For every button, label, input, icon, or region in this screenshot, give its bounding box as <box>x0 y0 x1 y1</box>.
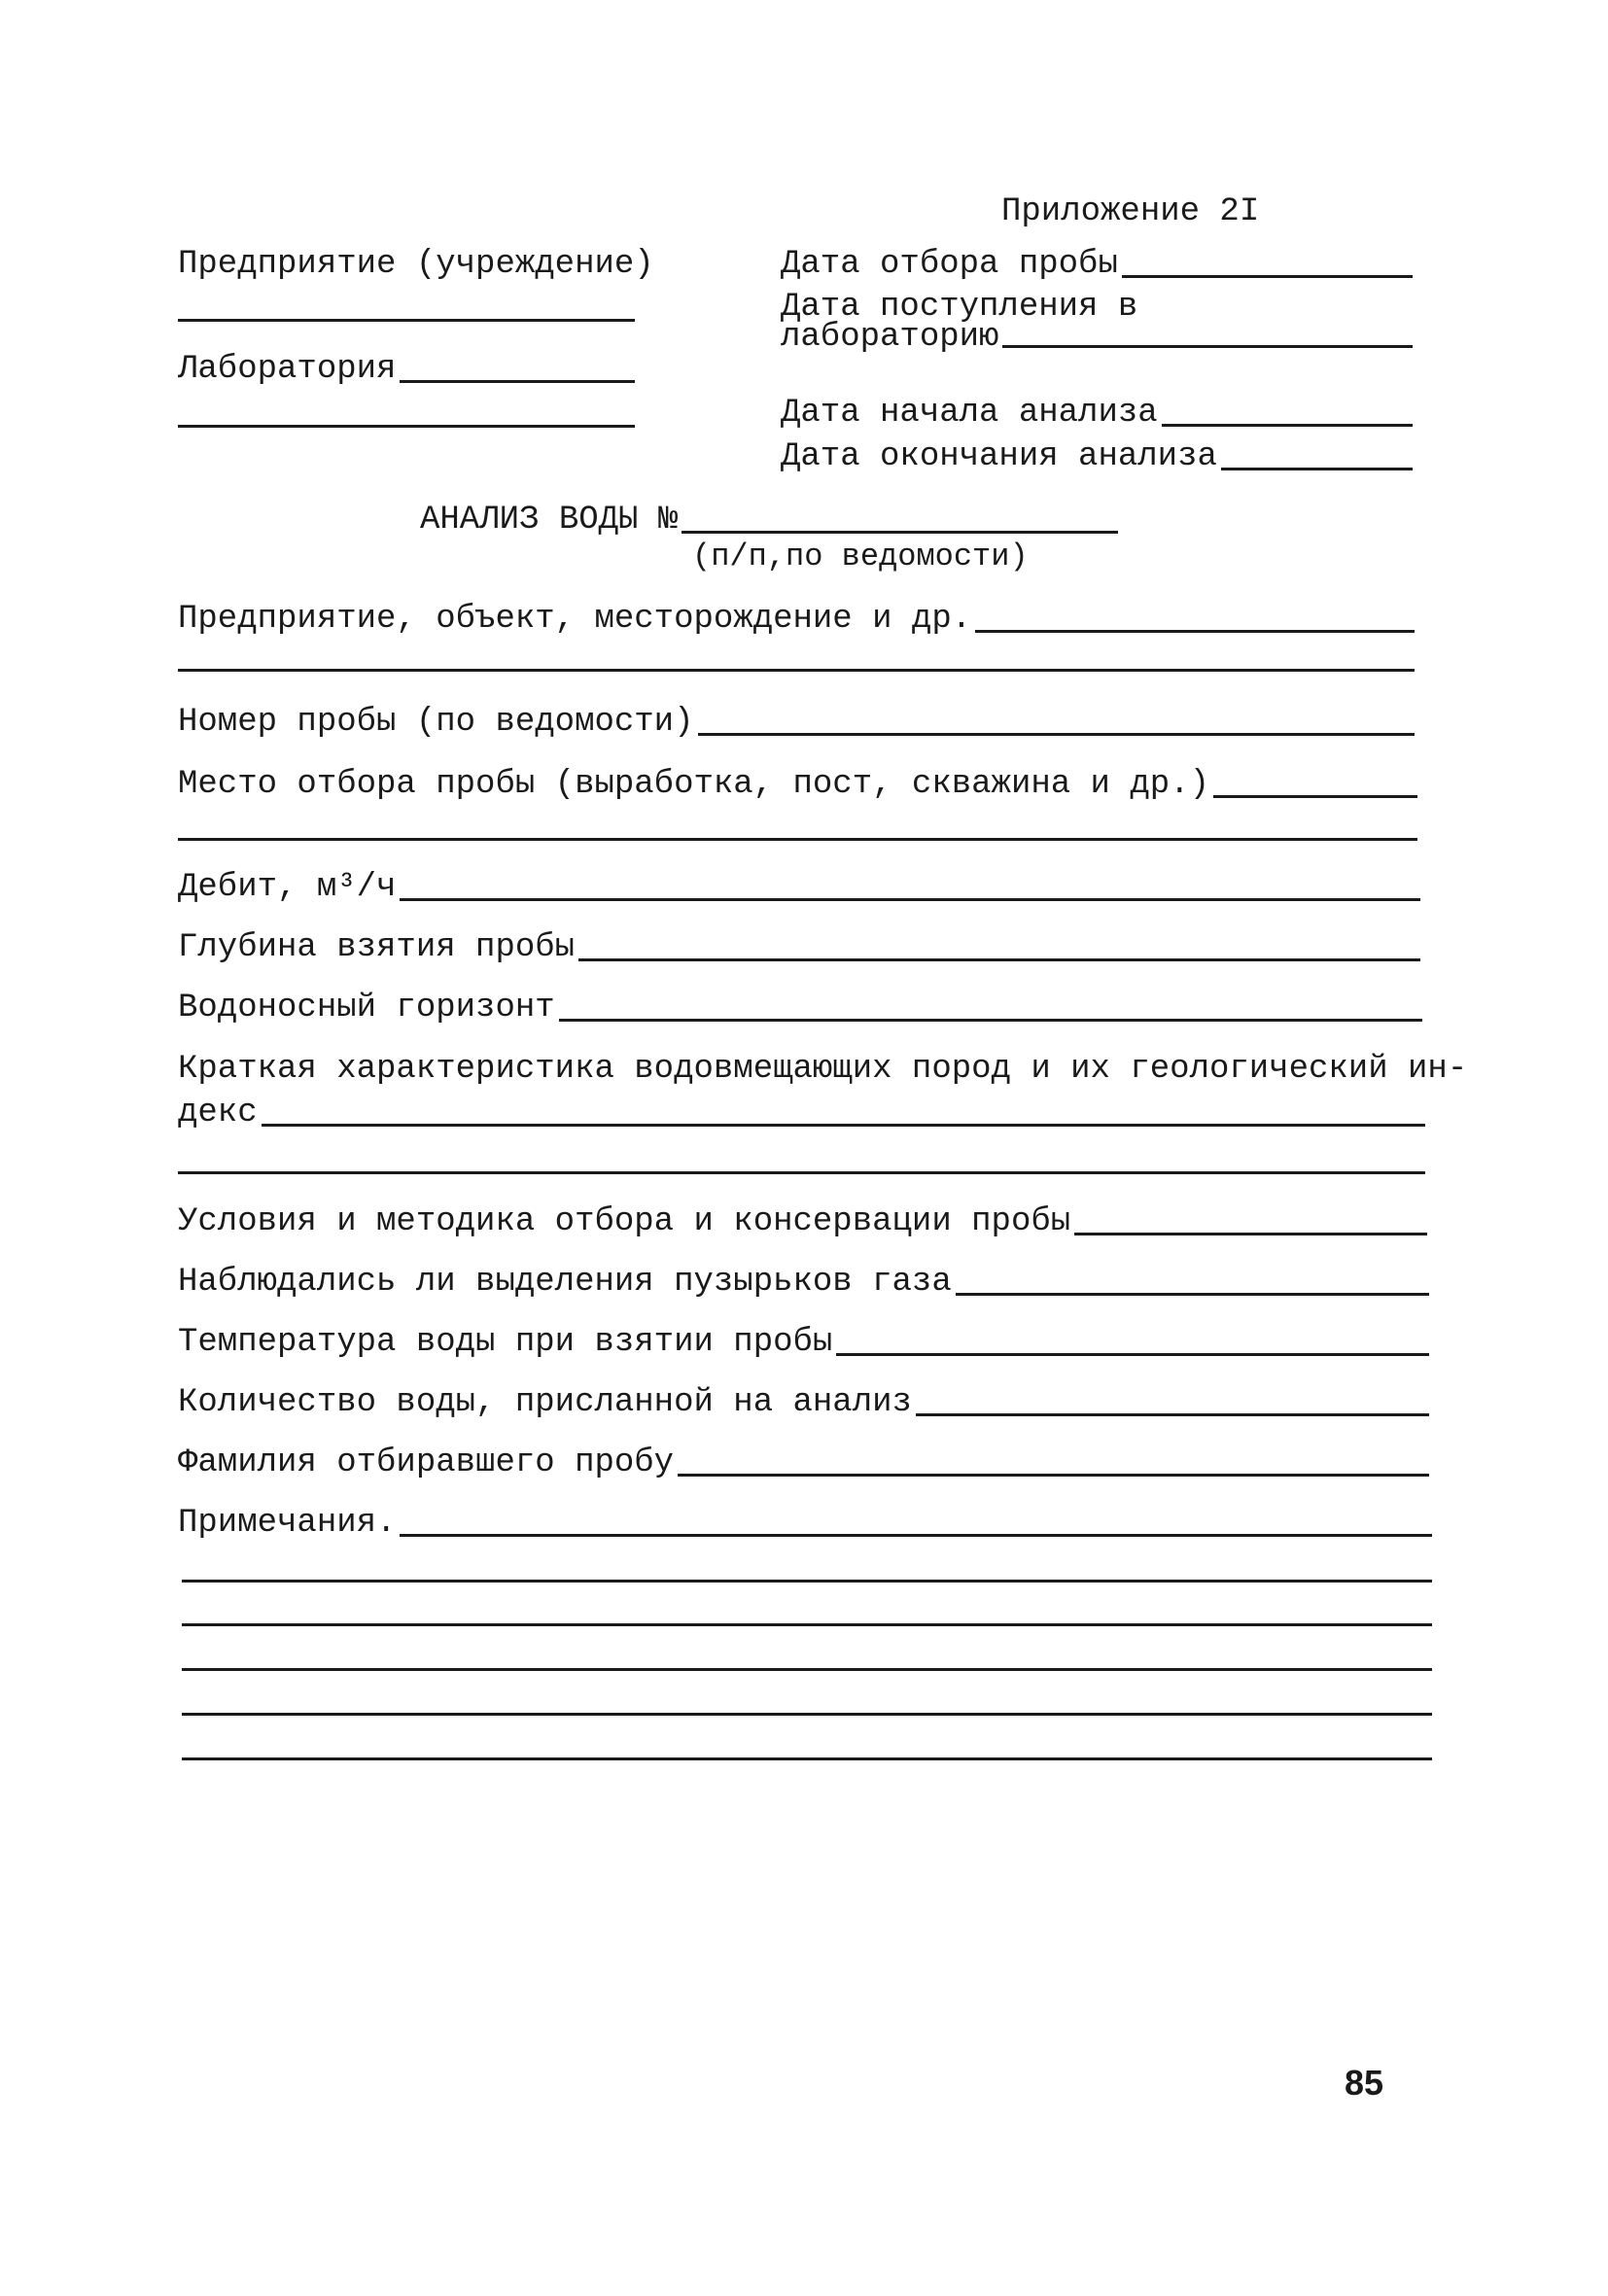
sample-number-label: Номер пробы (по ведомости) <box>178 704 694 741</box>
sampling-depth-label: Глубина взятия пробы <box>178 929 576 966</box>
sampling-date-fill[interactable] <box>1122 275 1413 278</box>
water-temperature-field[interactable] <box>178 1323 1429 1362</box>
notes-line[interactable] <box>182 1623 1432 1626</box>
conditions-label: Условия и методика отбора и консервации пробы <box>178 1203 1071 1240</box>
notes-fill[interactable] <box>400 1534 1432 1537</box>
document-subtitle: (п/п,по ведомости) <box>692 539 1029 574</box>
analysis-end-field[interactable] <box>781 437 1413 476</box>
sampling-place-extra-line[interactable] <box>178 838 1417 841</box>
analysis-start-fill[interactable] <box>1162 424 1413 427</box>
sampler-name-fill[interactable] <box>678 1474 1429 1477</box>
receipt-date-label-1: Дата поступления в <box>781 289 1138 326</box>
notes-line[interactable] <box>182 1757 1432 1760</box>
laboratory-fill[interactable] <box>400 380 635 383</box>
flow-rate-label: Дебит, м³/ч <box>178 869 397 906</box>
analysis-number-field[interactable] <box>420 501 1118 539</box>
rock-description-extra-line[interactable] <box>178 1171 1425 1174</box>
water-quantity-field[interactable] <box>178 1383 1429 1422</box>
appendix-label: Приложение 2I <box>1001 193 1260 230</box>
notes-label: Примечания. <box>178 1505 397 1542</box>
analysis-number-fill[interactable] <box>682 531 1118 534</box>
rock-description-field[interactable] <box>178 1094 1425 1132</box>
conditions-fill[interactable] <box>1074 1233 1427 1235</box>
sampling-place-field[interactable] <box>178 765 1417 804</box>
aquifer-label: Водоносный горизонт <box>178 990 555 1026</box>
gas-bubbles-label: Наблюдались ли выделения пузырьков газа <box>178 1264 952 1301</box>
receipt-date-fill[interactable] <box>1002 345 1413 348</box>
enterprise-object-extra-line[interactable] <box>178 669 1415 672</box>
laboratory-field-extra[interactable] <box>178 425 635 428</box>
sampler-name-label: Фамилия отбиравшего пробу <box>178 1444 675 1481</box>
document-title: АНАЛИЗ ВОДЫ № <box>420 502 679 539</box>
analysis-end-label: Дата окончания анализа <box>781 438 1217 475</box>
flow-rate-field[interactable] <box>178 868 1420 907</box>
enterprise-label: Предприятие (учреждение) <box>178 246 654 283</box>
notes-line[interactable] <box>182 1580 1432 1583</box>
water-temperature-label: Температура воды при взятии пробы <box>178 1324 833 1361</box>
rock-description-label-1: Краткая характеристика водовмещающих пород и их геологический ин- <box>178 1051 1468 1088</box>
aquifer-field[interactable] <box>178 989 1422 1027</box>
sampling-depth-field[interactable] <box>178 928 1420 967</box>
notes-field[interactable] <box>178 1504 1432 1543</box>
sample-number-field[interactable] <box>178 703 1415 742</box>
gas-bubbles-field[interactable] <box>178 1263 1429 1302</box>
conditions-field[interactable] <box>178 1202 1427 1241</box>
sampler-name-field[interactable] <box>178 1444 1429 1482</box>
rock-description-label-2: декс <box>178 1095 258 1131</box>
laboratory-label: Лаборатория <box>178 351 397 388</box>
analysis-start-label: Дата начала анализа <box>781 395 1158 432</box>
laboratory-field[interactable] <box>178 350 635 389</box>
page-number: 85 <box>1345 2063 1384 2103</box>
aquifer-fill[interactable] <box>559 1019 1422 1022</box>
enterprise-object-field[interactable] <box>178 600 1415 639</box>
enterprise-object-label: Предприятие, объект, месторождение и др. <box>178 601 972 638</box>
water-quantity-label: Количество воды, присланной на анализ <box>178 1384 912 1421</box>
notes-line[interactable] <box>182 1713 1432 1716</box>
gas-bubbles-fill[interactable] <box>956 1293 1429 1296</box>
analysis-start-field[interactable] <box>781 394 1413 433</box>
sampling-depth-fill[interactable] <box>578 958 1420 961</box>
water-quantity-fill[interactable] <box>916 1413 1429 1416</box>
water-temperature-fill[interactable] <box>836 1353 1429 1356</box>
sampling-date-field[interactable] <box>781 245 1413 284</box>
sampling-date-label: Дата отбора пробы <box>781 246 1118 283</box>
sampling-place-label: Место отбора пробы (выработка, пост, скважина и др.) <box>178 766 1209 803</box>
rock-description-fill[interactable] <box>262 1124 1425 1127</box>
enterprise-field[interactable] <box>178 319 635 322</box>
flow-rate-fill[interactable] <box>400 898 1420 901</box>
sampling-place-fill[interactable] <box>1213 795 1417 798</box>
sample-number-fill[interactable] <box>698 733 1416 736</box>
notes-line[interactable] <box>182 1668 1432 1671</box>
enterprise-object-fill[interactable] <box>975 630 1415 633</box>
analysis-end-fill[interactable] <box>1221 468 1413 470</box>
receipt-date-label-2: лабораторию <box>781 319 999 356</box>
receipt-date-field[interactable] <box>781 321 1413 354</box>
